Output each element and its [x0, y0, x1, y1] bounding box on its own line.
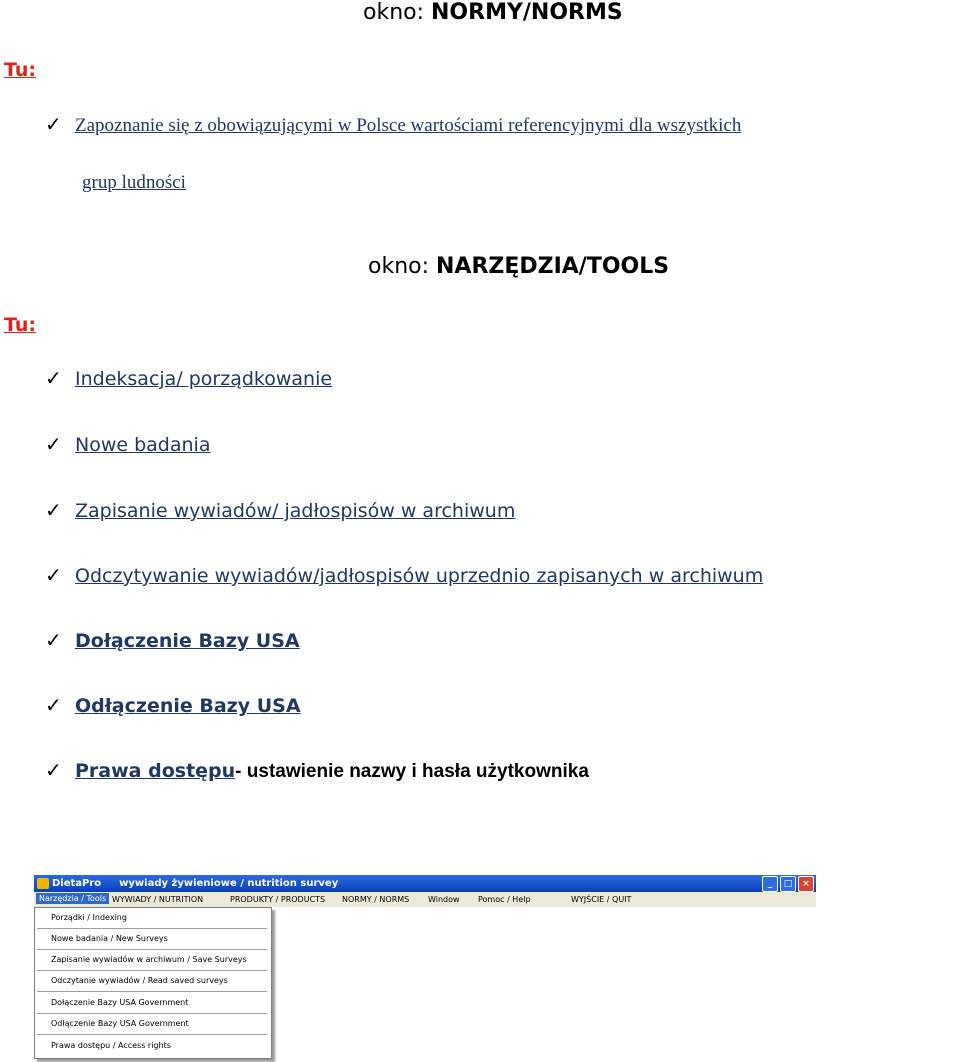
dropdown-item-detach-usa[interactable]: Odłączenie Bazy USA Government [51, 1019, 189, 1028]
list-item [45, 498, 515, 522]
item-text: Indeksacja/ porządkowanie [75, 368, 333, 390]
list-item [45, 112, 741, 137]
dropdown-separator [37, 1034, 267, 1035]
check-icon: ✓ [45, 693, 62, 717]
dropdown-separator [37, 1013, 267, 1014]
check-icon: ✓ [45, 628, 62, 652]
list-item [45, 693, 301, 717]
dropdown-item-read-surveys[interactable]: Odczytanie wywiadów / Read saved surveys [51, 976, 228, 985]
item-text: Odłączenie Bazy USA [75, 695, 301, 717]
minimize-button[interactable]: _ [762, 876, 778, 892]
check-icon: ✓ [45, 498, 62, 522]
list-item [45, 758, 589, 783]
item-text: Zapisanie wywiadów/ jadłospisów w archiwum [75, 500, 516, 522]
heading-prefix: okno: [368, 254, 430, 279]
section-heading-normy [363, 0, 623, 25]
maximize-button[interactable]: □ [780, 876, 796, 892]
heading-name: NARZĘDZIA/TOOLS [436, 254, 670, 279]
section-heading-narzedzia [368, 254, 669, 279]
list-item [45, 563, 763, 587]
menu-wywiady[interactable]: WYWIADY / NUTRITION [112, 895, 204, 904]
item-text: Dołączenie Bazy USA [75, 630, 300, 652]
item-text-suffix: - ustawienie nazwy i hasła użytkownika [235, 761, 589, 782]
item-text-continuation: grup ludności [82, 172, 186, 193]
dropdown-item-save-surveys[interactable]: Zapisanie wywiadów w archiwum / Save Surveys [51, 955, 247, 964]
dropdown-separator [37, 949, 267, 950]
app-name: DietaPro [52, 878, 102, 889]
check-icon: ✓ [45, 112, 62, 136]
menu-bar [34, 892, 816, 907]
window-titlebar [34, 875, 816, 892]
window-title: wywiady żywieniowe / nutrition survey [119, 878, 339, 889]
dropdown-item-access-rights[interactable]: Prawa dostępu / Access rights [51, 1041, 171, 1050]
menu-wyjscie[interactable]: WYJŚCIE / QUIT [571, 895, 632, 904]
dropdown-separator [37, 970, 267, 971]
close-button[interactable]: × [798, 876, 814, 892]
app-window-screenshot [34, 875, 816, 1060]
app-icon [37, 878, 49, 889]
list-item [45, 628, 300, 652]
dropdown-separator [37, 928, 267, 929]
item-text: Nowe badania [75, 434, 211, 456]
tu-label: Tu: [4, 314, 36, 336]
item-text: Prawa dostępu [75, 760, 236, 782]
dropdown-item-new-surveys[interactable]: Nowe badania / New Surveys [51, 934, 168, 943]
dropdown-item-indexing[interactable]: Porządki / Indexing [51, 913, 127, 922]
list-item [45, 432, 210, 456]
heading-name: NORMY/NORMS [431, 0, 623, 25]
menu-pomoc[interactable]: Pomoc / Help [478, 895, 531, 904]
check-icon: ✓ [45, 432, 62, 456]
check-icon: ✓ [45, 366, 62, 390]
list-item [45, 366, 332, 390]
item-text: Odczytywanie wywiadów/jadłospisów uprzednio zapisanych w archiwum [75, 565, 764, 587]
heading-prefix: okno: [363, 0, 425, 25]
check-icon: ✓ [45, 563, 62, 587]
dropdown-separator [37, 991, 267, 992]
tu-label: Tu: [4, 59, 36, 81]
check-icon: ✓ [45, 758, 62, 782]
tools-dropdown-menu [34, 907, 272, 1059]
item-text: Zapoznanie się z obowiązującymi w Polsce wartościami referencyjnymi dla wszystkich [75, 115, 742, 136]
menu-narzedzia[interactable]: Narzędzia / Tools [36, 893, 109, 904]
menu-normy[interactable]: NORMY / NORMS [342, 895, 410, 904]
menu-produkty[interactable]: PRODUKTY / PRODUCTS [230, 895, 326, 904]
dropdown-item-attach-usa[interactable]: Dołączenie Bazy USA Government [51, 998, 189, 1007]
menu-window[interactable]: Window [428, 895, 460, 904]
